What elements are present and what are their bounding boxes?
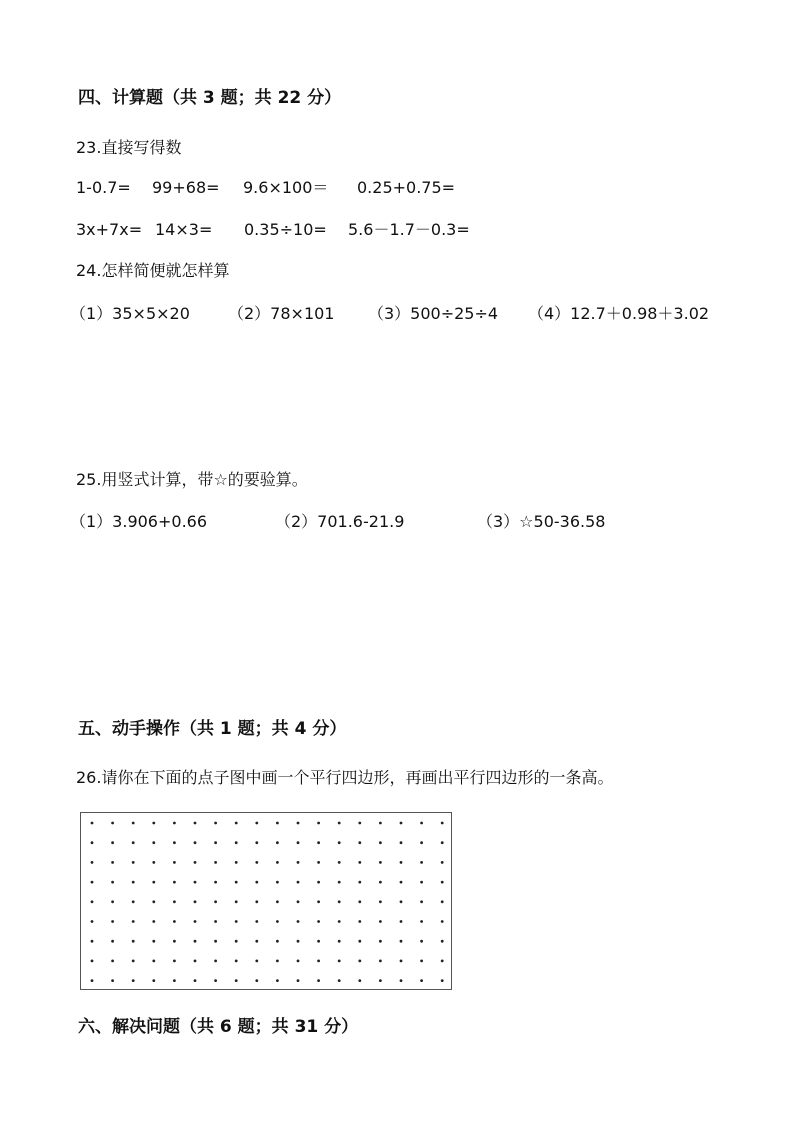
grid-dot bbox=[441, 822, 444, 825]
section5-heading: 五、动手操作（共 1 题；共 4 分） bbox=[78, 719, 347, 739]
section4-heading: 四、计算题（共 3 题；共 22 分） bbox=[78, 88, 342, 108]
grid-dot bbox=[255, 881, 258, 884]
grid-dot bbox=[441, 881, 444, 884]
grid-dot bbox=[379, 940, 382, 943]
grid-dot bbox=[214, 940, 217, 943]
grid-dot bbox=[297, 979, 300, 982]
grid-dot bbox=[338, 822, 341, 825]
grid-dot bbox=[235, 920, 238, 923]
grid-dot bbox=[400, 881, 403, 884]
grid-dot bbox=[132, 979, 135, 982]
q24-title: 24.怎样简便就怎样算 bbox=[76, 261, 230, 280]
grid-dot bbox=[441, 979, 444, 982]
grid-dot bbox=[358, 979, 361, 982]
grid-dot bbox=[214, 960, 217, 963]
grid-dot bbox=[194, 900, 197, 903]
grid-dot bbox=[173, 861, 176, 864]
grid-dot bbox=[255, 822, 258, 825]
grid-dot bbox=[255, 900, 258, 903]
grid-dot bbox=[255, 960, 258, 963]
grid-dot bbox=[420, 841, 423, 844]
grid-dot bbox=[358, 841, 361, 844]
grid-dot bbox=[173, 841, 176, 844]
grid-dot bbox=[276, 979, 279, 982]
grid-dot bbox=[111, 822, 114, 825]
grid-dot bbox=[132, 940, 135, 943]
grid-dot bbox=[441, 940, 444, 943]
grid-dot bbox=[379, 920, 382, 923]
grid-dot bbox=[338, 900, 341, 903]
grid-dot bbox=[400, 960, 403, 963]
grid-dot bbox=[132, 822, 135, 825]
grid-dot bbox=[214, 822, 217, 825]
grid-dot bbox=[111, 940, 114, 943]
grid-dot bbox=[235, 861, 238, 864]
grid-dot bbox=[91, 881, 94, 884]
grid-dot bbox=[379, 900, 382, 903]
q23-row2-item4: 5.6－1.7－0.3= bbox=[348, 220, 470, 239]
grid-dot bbox=[420, 979, 423, 982]
grid-dot bbox=[111, 979, 114, 982]
grid-dot bbox=[420, 822, 423, 825]
grid-dot bbox=[379, 861, 382, 864]
grid-dot bbox=[132, 960, 135, 963]
grid-dot bbox=[152, 979, 155, 982]
grid-dot bbox=[297, 920, 300, 923]
grid-dot bbox=[338, 861, 341, 864]
grid-dot bbox=[441, 960, 444, 963]
grid-dot bbox=[91, 822, 94, 825]
q24-item2: （2）78×101 bbox=[228, 304, 335, 323]
grid-dot bbox=[111, 861, 114, 864]
grid-dot bbox=[420, 900, 423, 903]
q24-item3: （3）500÷25÷4 bbox=[368, 304, 499, 323]
grid-dot bbox=[173, 979, 176, 982]
grid-dot bbox=[255, 940, 258, 943]
grid-dot bbox=[358, 900, 361, 903]
grid-dot bbox=[91, 900, 94, 903]
grid-dot bbox=[297, 881, 300, 884]
grid-dot bbox=[338, 960, 341, 963]
grid-dot bbox=[173, 940, 176, 943]
grid-dot bbox=[379, 979, 382, 982]
grid-dot bbox=[317, 920, 320, 923]
grid-dot bbox=[152, 900, 155, 903]
grid-dot bbox=[400, 861, 403, 864]
grid-dot bbox=[358, 881, 361, 884]
q23-row1-item1: 1-0.7= bbox=[76, 178, 131, 197]
grid-dot bbox=[152, 822, 155, 825]
q23-row1-item2: 99+68= bbox=[152, 178, 220, 197]
grid-dot bbox=[132, 881, 135, 884]
grid-dot bbox=[358, 861, 361, 864]
grid-dot bbox=[91, 920, 94, 923]
grid-dot bbox=[255, 920, 258, 923]
grid-dot bbox=[379, 960, 382, 963]
grid-dot bbox=[91, 960, 94, 963]
grid-dot bbox=[317, 960, 320, 963]
q23-row2-item1: 3x+7x= bbox=[76, 220, 143, 239]
grid-dot bbox=[379, 822, 382, 825]
grid-dot bbox=[255, 841, 258, 844]
grid-dot bbox=[235, 822, 238, 825]
grid-dot bbox=[276, 920, 279, 923]
grid-dot bbox=[420, 881, 423, 884]
grid-dot bbox=[152, 940, 155, 943]
grid-dot bbox=[255, 861, 258, 864]
grid-dot bbox=[194, 940, 197, 943]
grid-dot bbox=[441, 841, 444, 844]
q25-item1: （1）3.906+0.66 bbox=[70, 512, 208, 531]
grid-dot bbox=[194, 822, 197, 825]
grid-dot bbox=[194, 979, 197, 982]
q23-title: 23.直接写得数 bbox=[76, 138, 182, 157]
q23-row1-item3: 9.6×100＝ bbox=[243, 178, 329, 197]
grid-dot bbox=[214, 900, 217, 903]
q25-item2: （2）701.6-21.9 bbox=[275, 512, 405, 531]
grid-dot bbox=[379, 841, 382, 844]
grid-dot bbox=[194, 881, 197, 884]
grid-dot bbox=[235, 881, 238, 884]
grid-dot bbox=[214, 881, 217, 884]
grid-dot bbox=[111, 900, 114, 903]
grid-dot bbox=[173, 881, 176, 884]
grid-dot bbox=[358, 920, 361, 923]
grid-dot bbox=[317, 900, 320, 903]
q26-title: 26.请你在下面的点子图中画一个平行四边形，再画出平行四边形的一条高。 bbox=[76, 768, 614, 787]
grid-dot bbox=[173, 920, 176, 923]
grid-dot bbox=[317, 822, 320, 825]
grid-dot bbox=[152, 861, 155, 864]
grid-dot bbox=[297, 940, 300, 943]
grid-dot bbox=[132, 920, 135, 923]
grid-dot bbox=[194, 960, 197, 963]
grid-dot bbox=[152, 881, 155, 884]
grid-dot bbox=[276, 861, 279, 864]
grid-dot bbox=[317, 881, 320, 884]
grid-dot bbox=[276, 881, 279, 884]
grid-dot bbox=[235, 841, 238, 844]
grid-dot bbox=[297, 841, 300, 844]
grid-dot bbox=[420, 920, 423, 923]
grid-dot bbox=[379, 881, 382, 884]
grid-dot bbox=[276, 940, 279, 943]
grid-dot bbox=[338, 841, 341, 844]
dot-grid-canvas bbox=[81, 813, 453, 991]
grid-dot bbox=[214, 920, 217, 923]
grid-dot bbox=[297, 900, 300, 903]
grid-dot bbox=[194, 861, 197, 864]
grid-dot bbox=[400, 841, 403, 844]
grid-dot bbox=[441, 861, 444, 864]
grid-dot bbox=[91, 979, 94, 982]
grid-dot bbox=[400, 822, 403, 825]
grid-dot bbox=[400, 900, 403, 903]
grid-dot bbox=[111, 920, 114, 923]
grid-dot bbox=[420, 861, 423, 864]
q24-item4: （4）12.7＋0.98＋3.02 bbox=[528, 304, 710, 323]
grid-dot bbox=[111, 841, 114, 844]
grid-dot bbox=[235, 900, 238, 903]
grid-dot bbox=[214, 841, 217, 844]
grid-dot bbox=[358, 960, 361, 963]
q25-title: 25.用竖式计算，带☆的要验算。 bbox=[76, 470, 308, 489]
dot-grid[interactable] bbox=[80, 812, 452, 990]
grid-dot bbox=[338, 979, 341, 982]
grid-dot bbox=[317, 979, 320, 982]
q23-row2-item3: 0.35÷10= bbox=[244, 220, 327, 239]
grid-dot bbox=[194, 841, 197, 844]
grid-dot bbox=[235, 960, 238, 963]
grid-dot bbox=[400, 979, 403, 982]
grid-dot bbox=[297, 822, 300, 825]
grid-dot bbox=[111, 881, 114, 884]
grid-dot bbox=[235, 979, 238, 982]
grid-dot bbox=[132, 841, 135, 844]
grid-dot bbox=[194, 920, 197, 923]
grid-dot bbox=[111, 960, 114, 963]
grid-dot bbox=[297, 960, 300, 963]
grid-dot bbox=[173, 900, 176, 903]
grid-dot bbox=[132, 861, 135, 864]
grid-dot bbox=[276, 841, 279, 844]
grid-dot bbox=[173, 960, 176, 963]
grid-dot bbox=[214, 979, 217, 982]
grid-dot bbox=[400, 940, 403, 943]
grid-dot bbox=[317, 861, 320, 864]
grid-dot bbox=[152, 841, 155, 844]
grid-dot bbox=[255, 979, 258, 982]
grid-dot bbox=[317, 841, 320, 844]
q23-row1-item4: 0.25+0.75= bbox=[357, 178, 456, 197]
grid-dot bbox=[276, 960, 279, 963]
grid-dot bbox=[400, 920, 403, 923]
grid-dot bbox=[420, 940, 423, 943]
grid-dot bbox=[91, 841, 94, 844]
grid-dot bbox=[441, 900, 444, 903]
grid-dot bbox=[235, 940, 238, 943]
q25-item3: （3）☆50-36.58 bbox=[477, 512, 606, 531]
grid-dot bbox=[91, 861, 94, 864]
grid-dot bbox=[152, 920, 155, 923]
grid-dot bbox=[152, 960, 155, 963]
grid-dot bbox=[276, 900, 279, 903]
grid-dot bbox=[358, 940, 361, 943]
grid-dot bbox=[338, 881, 341, 884]
grid-dot bbox=[358, 822, 361, 825]
grid-dot bbox=[420, 960, 423, 963]
grid-dot bbox=[132, 900, 135, 903]
q24-item1: （1）35×5×20 bbox=[70, 304, 190, 323]
grid-dot bbox=[91, 940, 94, 943]
grid-dot bbox=[173, 822, 176, 825]
q23-row2-item2: 14×3= bbox=[155, 220, 213, 239]
grid-dot bbox=[338, 940, 341, 943]
grid-dot bbox=[338, 920, 341, 923]
section6-heading: 六、解决问题（共 6 题；共 31 分） bbox=[78, 1017, 359, 1037]
grid-dot bbox=[441, 920, 444, 923]
grid-dot bbox=[317, 940, 320, 943]
grid-dot bbox=[276, 822, 279, 825]
grid-dot bbox=[214, 861, 217, 864]
grid-dot bbox=[297, 861, 300, 864]
